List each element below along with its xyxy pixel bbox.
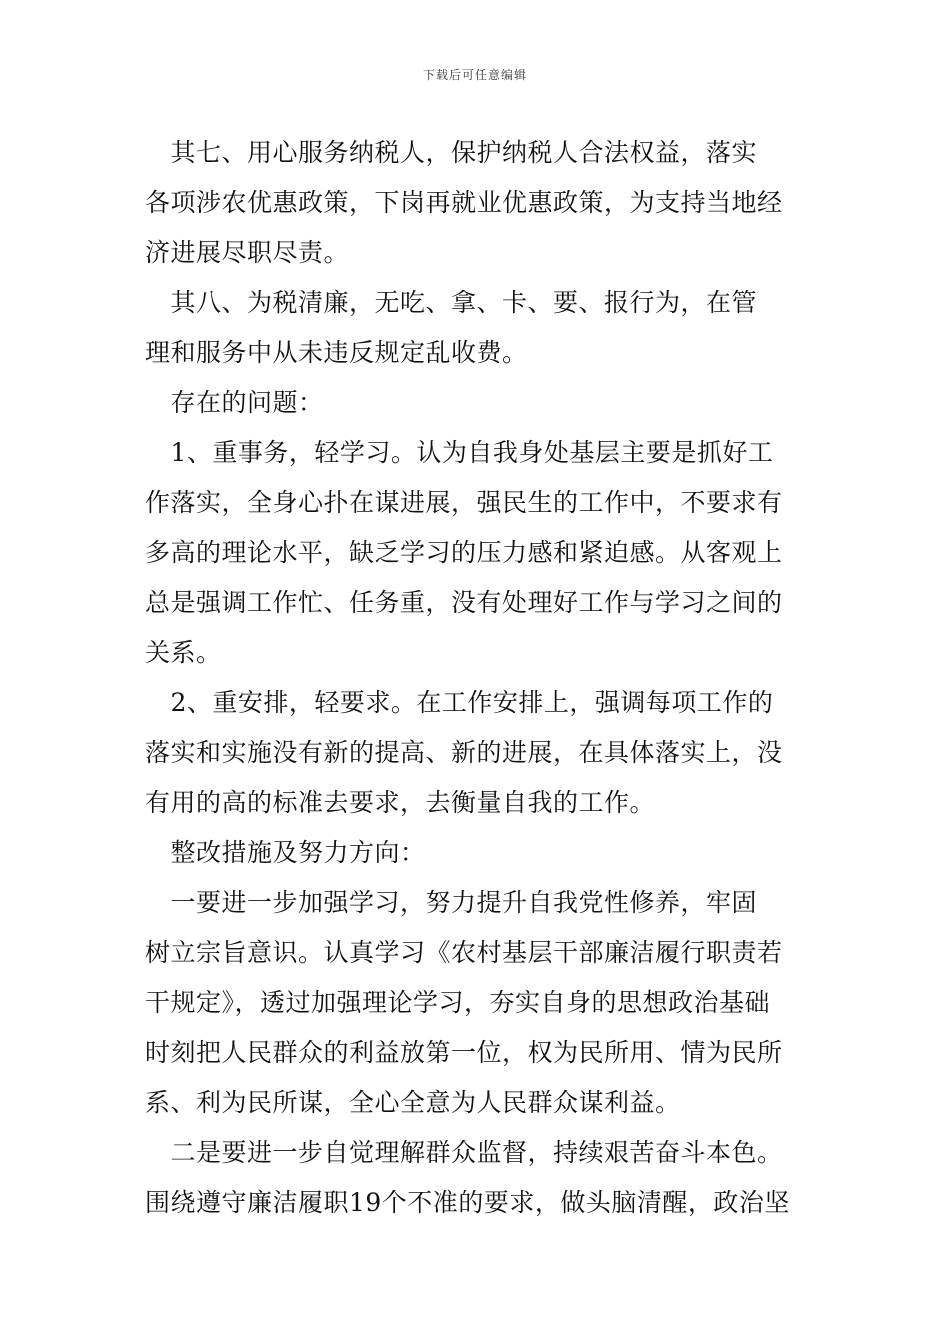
section-heading: 整改措施及努力方向： [145, 838, 426, 867]
text-line: 作落实，全身心扑在谋进展，强民生的工作中，不要求有 [145, 488, 783, 517]
text-line: 落实和实施没有新的提高、新的进展，在具体落实上，没 [145, 738, 783, 767]
text-line: 时刻把人民群众的利益放第一位，权为民所用、情为民所 [145, 1038, 783, 1067]
text-line: 一要进一步加强学习，努力提升自我党性修养，牢固 [145, 888, 758, 917]
text-line: 2、重安排，轻要求。在工作安排上，强调每项工作的 [145, 688, 774, 717]
text-line: 总是强调工作忙、任务重，没有处理好工作与学习之间的 [145, 588, 783, 617]
section-heading: 存在的问题： [145, 388, 324, 417]
text-line: 围绕遵守廉洁履职19个不准的要求，做头脑清醒，政治坚 [145, 1188, 790, 1217]
text-line: 各项涉农优惠政策，下岗再就业优惠政策，为支持当地经 [145, 188, 783, 217]
text-line: 系、利为民所谋，全心全意为人民群众谋利益。 [145, 1088, 681, 1117]
document-body [145, 128, 825, 1228]
text-line: 关系。 [145, 638, 222, 667]
page-header-note: 下载后可任意编辑 [422, 68, 527, 82]
text-line: 二是要进一步自觉理解群众监督，持续艰苦奋斗本色。 [145, 1138, 783, 1167]
text-line: 干规定》，透过加强理论学习，夯实自身的思想政治基础 [145, 988, 771, 1017]
text-line: 济进展尽职尽责。 [145, 238, 350, 267]
text-line: 1、重事务，轻学习。认为自我身处基层主要是抓好工 [145, 438, 774, 467]
text-line: 其七、用心服务纳税人，保护纳税人合法权益，落实 [145, 138, 758, 167]
text-line: 树立宗旨意识。认真学习《农村基层干部廉洁履行职责若 [145, 938, 783, 967]
text-line: 多高的理论水平，缺乏学习的压力感和紧迫感。从客观上 [145, 538, 783, 567]
text-line: 理和服务中从未违反规定乱收费。 [145, 338, 528, 367]
text-line: 有用的高的标准去要求，去衡量自我的工作。 [145, 788, 656, 817]
text-line: 其八、为税清廉，无吃、拿、卡、要、报行为，在管 [145, 288, 758, 317]
